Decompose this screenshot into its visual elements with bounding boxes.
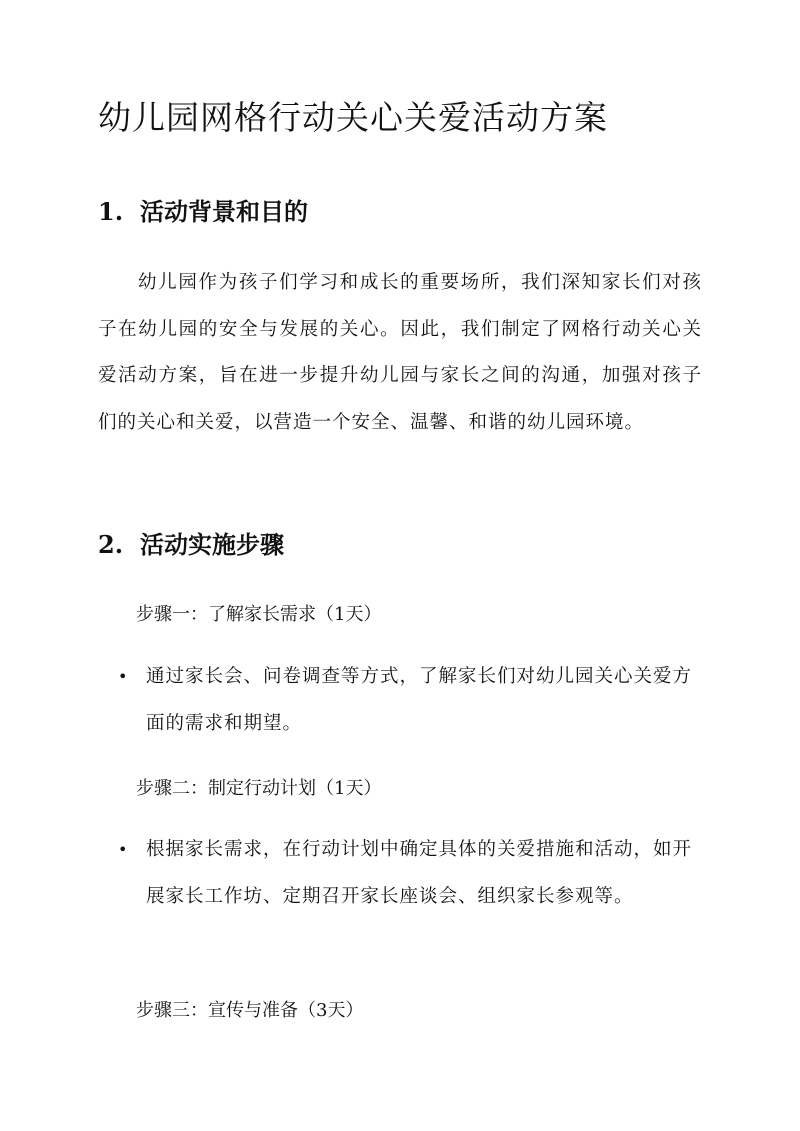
section-heading-text: 活动背景和目的 [140,197,308,226]
section-heading-2 [98,529,284,561]
section-number: 2. [98,530,124,559]
bullet-icon: • [118,840,129,859]
list-item [116,654,702,747]
list-item-text: 根据家长需求，在行动计划中确定具体的关爱措施和活动，如开展家长工作坊、定期召开家长座谈会、组织家长参观等。 [146,839,693,907]
section-heading-1 [98,196,308,228]
list-item [116,827,702,920]
section-1-paragraph: 幼儿园作为孩子们学习和成长的重要场所，我们深知家长们对孩子在幼儿园的安全与发展的关心。因此，我们制定了网格行动关心关爱活动方案，旨在进一步提升幼儿园与家长之间的沟通，加强对孩子们的关心和关爱，以营造一个安全、温馨、和谐的幼儿园环境。 [98,272,702,433]
step-label-3: 步骤三：宣传与准备（3天） [136,1000,364,1021]
document-title: 幼儿园网格行动关心关爱活动方案 [98,98,608,137]
section-heading-text: 活动实施步骤 [140,530,284,559]
step-label-1: 步骤一：了解家长需求（1天） [136,604,382,625]
list-item-text: 通过家长会、问卷调查等方式，了解家长们对幼儿园关心关爱方面的需求和期望。 [146,666,693,734]
bullet-icon: • [118,667,129,686]
section-number: 1. [98,197,124,226]
step-label-2: 步骤二：制定行动计划（1天） [136,778,382,799]
